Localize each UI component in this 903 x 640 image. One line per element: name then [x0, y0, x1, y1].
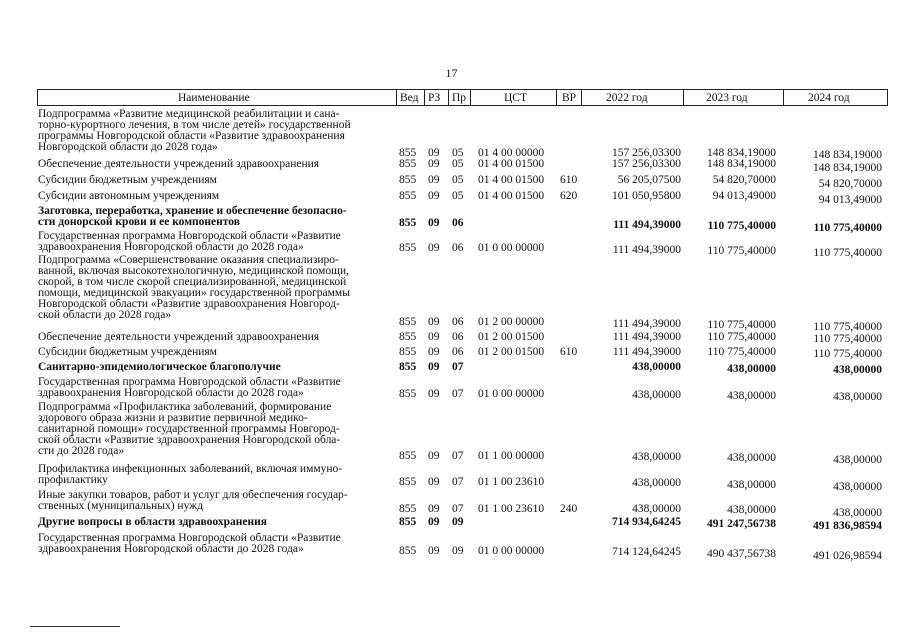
row-ved: 855: [399, 190, 417, 202]
row-2024: 438,00000: [833, 507, 882, 519]
row-ved: 855: [399, 516, 417, 528]
row-rz: 09: [428, 516, 440, 528]
header-pr: Пр: [452, 92, 467, 104]
row-pr: 06: [452, 217, 464, 229]
row-pr: 06: [452, 346, 464, 358]
row-2024: 148 834,19000: [813, 149, 882, 161]
row-2022: 714 124,64245: [612, 546, 681, 558]
row-pr: 07: [452, 361, 464, 373]
row-ved: 855: [399, 147, 417, 159]
row-pr: 07: [452, 450, 464, 462]
row-2024: 94 013,49000: [818, 194, 882, 206]
row-2023: 110 775,40000: [707, 331, 776, 343]
header-vr: ВР: [562, 92, 577, 104]
row-2023: 110 775,40000: [707, 346, 776, 358]
row-rz: 09: [428, 190, 440, 202]
page-number: 17: [445, 66, 458, 80]
row-2022: 438,00000: [632, 361, 681, 373]
row-2023: 490 437,56738: [707, 548, 776, 560]
row-2023: 110 775,40000: [707, 245, 776, 257]
row-pr: 05: [452, 174, 464, 186]
row-cst: 01 2 00 00000: [478, 316, 545, 328]
row-name: Государственная программа Новгородской области «Развитие здравоохранения Новгородской области до 2028 года»: [38, 230, 341, 253]
row-name: Обеспечение деятельности учреждений здравоохранения: [38, 331, 320, 343]
row-name: Субсидии бюджетным учреждениям: [38, 346, 217, 358]
row-vr: 610: [560, 346, 578, 358]
row-ved: 855: [399, 331, 417, 343]
row-2024: 438,00000: [833, 481, 882, 493]
row-2023: 94 013,49000: [712, 190, 776, 202]
row-ved: 855: [399, 174, 417, 186]
row-2023: 438,00000: [727, 479, 776, 491]
row-name: Обеспечение деятельности учреждений здравоохранения: [38, 158, 320, 170]
row-pr: 06: [452, 242, 464, 254]
row-vr: 240: [560, 503, 578, 515]
row-cst: 01 4 00 01500: [478, 174, 545, 186]
row-rz: 09: [428, 316, 440, 328]
row-2022: 438,00000: [632, 503, 681, 515]
row-rz: 09: [428, 147, 440, 159]
row-2024: 110 775,40000: [813, 333, 882, 345]
row-ved: 855: [399, 503, 417, 515]
row-pr: 07: [452, 503, 464, 515]
row-2024: 438,00000: [833, 364, 882, 376]
row-2022: 111 494,39000: [612, 244, 681, 256]
row-2022: 438,00000: [632, 477, 681, 489]
row-2024: 491 836,98594: [813, 520, 882, 532]
row-2024: 148 834,19000: [813, 162, 882, 174]
row-name: Заготовка, переработка, хранение и обеспечение безопасно- сти донорской крови и ее компонентов: [38, 205, 347, 228]
row-ved: 855: [399, 346, 417, 358]
row-pr: 09: [452, 516, 464, 528]
row-name: Подпрограмма «Профилактика заболеваний, формирование здорового образа жизни и развитие первичной медико- санитарной помощи» государственной программы Новгород- ской области «Развитие здравоохранения Новгородской обла- сти до 2028 года»: [38, 401, 341, 457]
header-2022: 2022 год: [606, 92, 648, 104]
row-cst: 01 4 00 01500: [478, 158, 545, 170]
row-2022: 56 205,07500: [617, 174, 681, 186]
row-cst: 01 2 00 01500: [478, 331, 545, 343]
row-vr: 620: [560, 190, 578, 202]
footnote-divider: [30, 626, 120, 627]
row-2024: 438,00000: [833, 391, 882, 403]
row-rz: 09: [428, 503, 440, 515]
row-ved: 855: [399, 545, 417, 557]
row-2022: 111 494,39000: [612, 318, 681, 330]
row-pr: 07: [452, 388, 464, 400]
row-ved: 855: [399, 361, 417, 373]
row-name: Государственная программа Новгородской области «Развитие здравоохранения Новгородской области до 2028 года»: [38, 376, 341, 399]
row-2024: 110 775,40000: [813, 321, 882, 333]
row-2023: 148 834,19000: [707, 158, 776, 170]
row-cst: 01 1 00 23610: [478, 476, 545, 488]
row-2024: 110 775,40000: [813, 247, 882, 259]
header-rz: РЗ: [428, 92, 441, 104]
row-rz: 09: [428, 217, 440, 229]
row-2024: 110 775,40000: [813, 222, 882, 234]
row-ved: 855: [399, 476, 417, 488]
header-ved: Вед: [400, 92, 419, 104]
row-2023: 438,00000: [727, 390, 776, 402]
row-cst: 01 4 00 01500: [478, 190, 545, 202]
row-rz: 09: [428, 388, 440, 400]
row-name: Профилактика инфекционных заболеваний, включая иммуно- профилактику: [38, 463, 343, 486]
row-cst: 01 0 00 00000: [478, 545, 545, 557]
row-2022: 111 494,39000: [612, 331, 681, 343]
header-cst: ЦСТ: [504, 92, 527, 104]
row-2022: 111 494,39000: [612, 346, 681, 358]
row-vr: 610: [560, 174, 578, 186]
row-2023: 438,00000: [727, 504, 776, 516]
row-name: Подпрограмма «Развитие медицинской реабилитации и сана- торно-курортного лечения, в том числе детей» государственной программы Новгородской области «Развитие здравоохранения Новгородской области до 2028 года»: [38, 108, 351, 153]
row-pr: 09: [452, 545, 464, 557]
row-2022: 438,00000: [632, 451, 681, 463]
row-cst: 01 4 00 00000: [478, 147, 545, 159]
row-ved: 855: [399, 450, 417, 462]
row-name: Государственная программа Новгородской области «Развитие здравоохранения Новгородской области до 2028 года»: [38, 532, 341, 555]
row-ved: 855: [399, 388, 417, 400]
row-pr: 06: [452, 331, 464, 343]
row-ved: 855: [399, 316, 417, 328]
row-2024: 491 026,98594: [813, 550, 882, 562]
row-cst: 01 1 00 23610: [478, 503, 545, 515]
row-2022: 157 256,03300: [612, 158, 681, 170]
row-cst: 01 1 00 00000: [478, 450, 545, 462]
row-pr: 05: [452, 190, 464, 202]
row-2023: 438,00000: [727, 452, 776, 464]
row-rz: 09: [428, 174, 440, 186]
row-name: Другие вопросы в области здравоохранения: [38, 516, 267, 528]
row-2022: 438,00000: [632, 389, 681, 401]
header-2024: 2024 год: [808, 92, 850, 104]
header-2023: 2023 год: [706, 92, 748, 104]
row-ved: 855: [399, 158, 417, 170]
row-pr: 07: [452, 476, 464, 488]
row-cst: 01 2 00 01500: [478, 346, 545, 358]
row-cst: 01 0 00 00000: [478, 388, 545, 400]
row-rz: 09: [428, 545, 440, 557]
row-2024: 110 775,40000: [813, 348, 882, 360]
row-2024: 54 820,70000: [818, 178, 882, 190]
row-2022: 111 494,39000: [613, 219, 681, 231]
row-rz: 09: [428, 242, 440, 254]
row-rz: 09: [428, 361, 440, 373]
row-rz: 09: [428, 476, 440, 488]
row-rz: 09: [428, 450, 440, 462]
row-pr: 05: [452, 158, 464, 170]
row-rz: 09: [428, 346, 440, 358]
row-pr: 05: [452, 147, 464, 159]
row-rz: 09: [428, 158, 440, 170]
row-ved: 855: [399, 242, 417, 254]
row-name: Иные закупки товаров, работ и услуг для обеспечения государ- ственных (муниципальных) нужд: [38, 489, 348, 512]
header-name: Наименование: [178, 92, 250, 104]
row-pr: 06: [452, 316, 464, 328]
row-2023: 491 247,56738: [707, 518, 776, 530]
row-2022: 714 934,64245: [612, 516, 681, 528]
row-2022: 157 256,03300: [612, 147, 681, 159]
row-2023: 54 820,70000: [712, 174, 776, 186]
row-2023: 438,00000: [727, 363, 776, 375]
row-2023: 110 775,40000: [707, 220, 776, 232]
row-2024: 438,00000: [833, 454, 882, 466]
table-header: [37, 89, 888, 106]
row-cst: 01 0 00 00000: [478, 242, 545, 254]
row-name: Субсидии бюджетным учреждениям: [38, 174, 217, 186]
row-rz: 09: [428, 331, 440, 343]
row-2022: 101 050,95800: [612, 190, 681, 202]
row-name: Подпрограмма «Совершенствование оказания специализиро- ванной, включая высокотехнологичную, медицинской помощи, скорой, в том числе скорой специализированной, медицинской помощи, медицинской эвакуации» государственной программы Новгородской области «Развитие здравоохранения Новгород- ской области до 2028 года»: [38, 254, 350, 321]
row-ved: 855: [399, 217, 417, 229]
row-2023: 110 775,40000: [707, 319, 776, 331]
row-name: Санитарно-эпидемиологическое благополучие: [38, 361, 281, 373]
row-2023: 148 834,19000: [707, 147, 776, 159]
row-name: Субсидии автономным учреждениям: [38, 190, 220, 202]
